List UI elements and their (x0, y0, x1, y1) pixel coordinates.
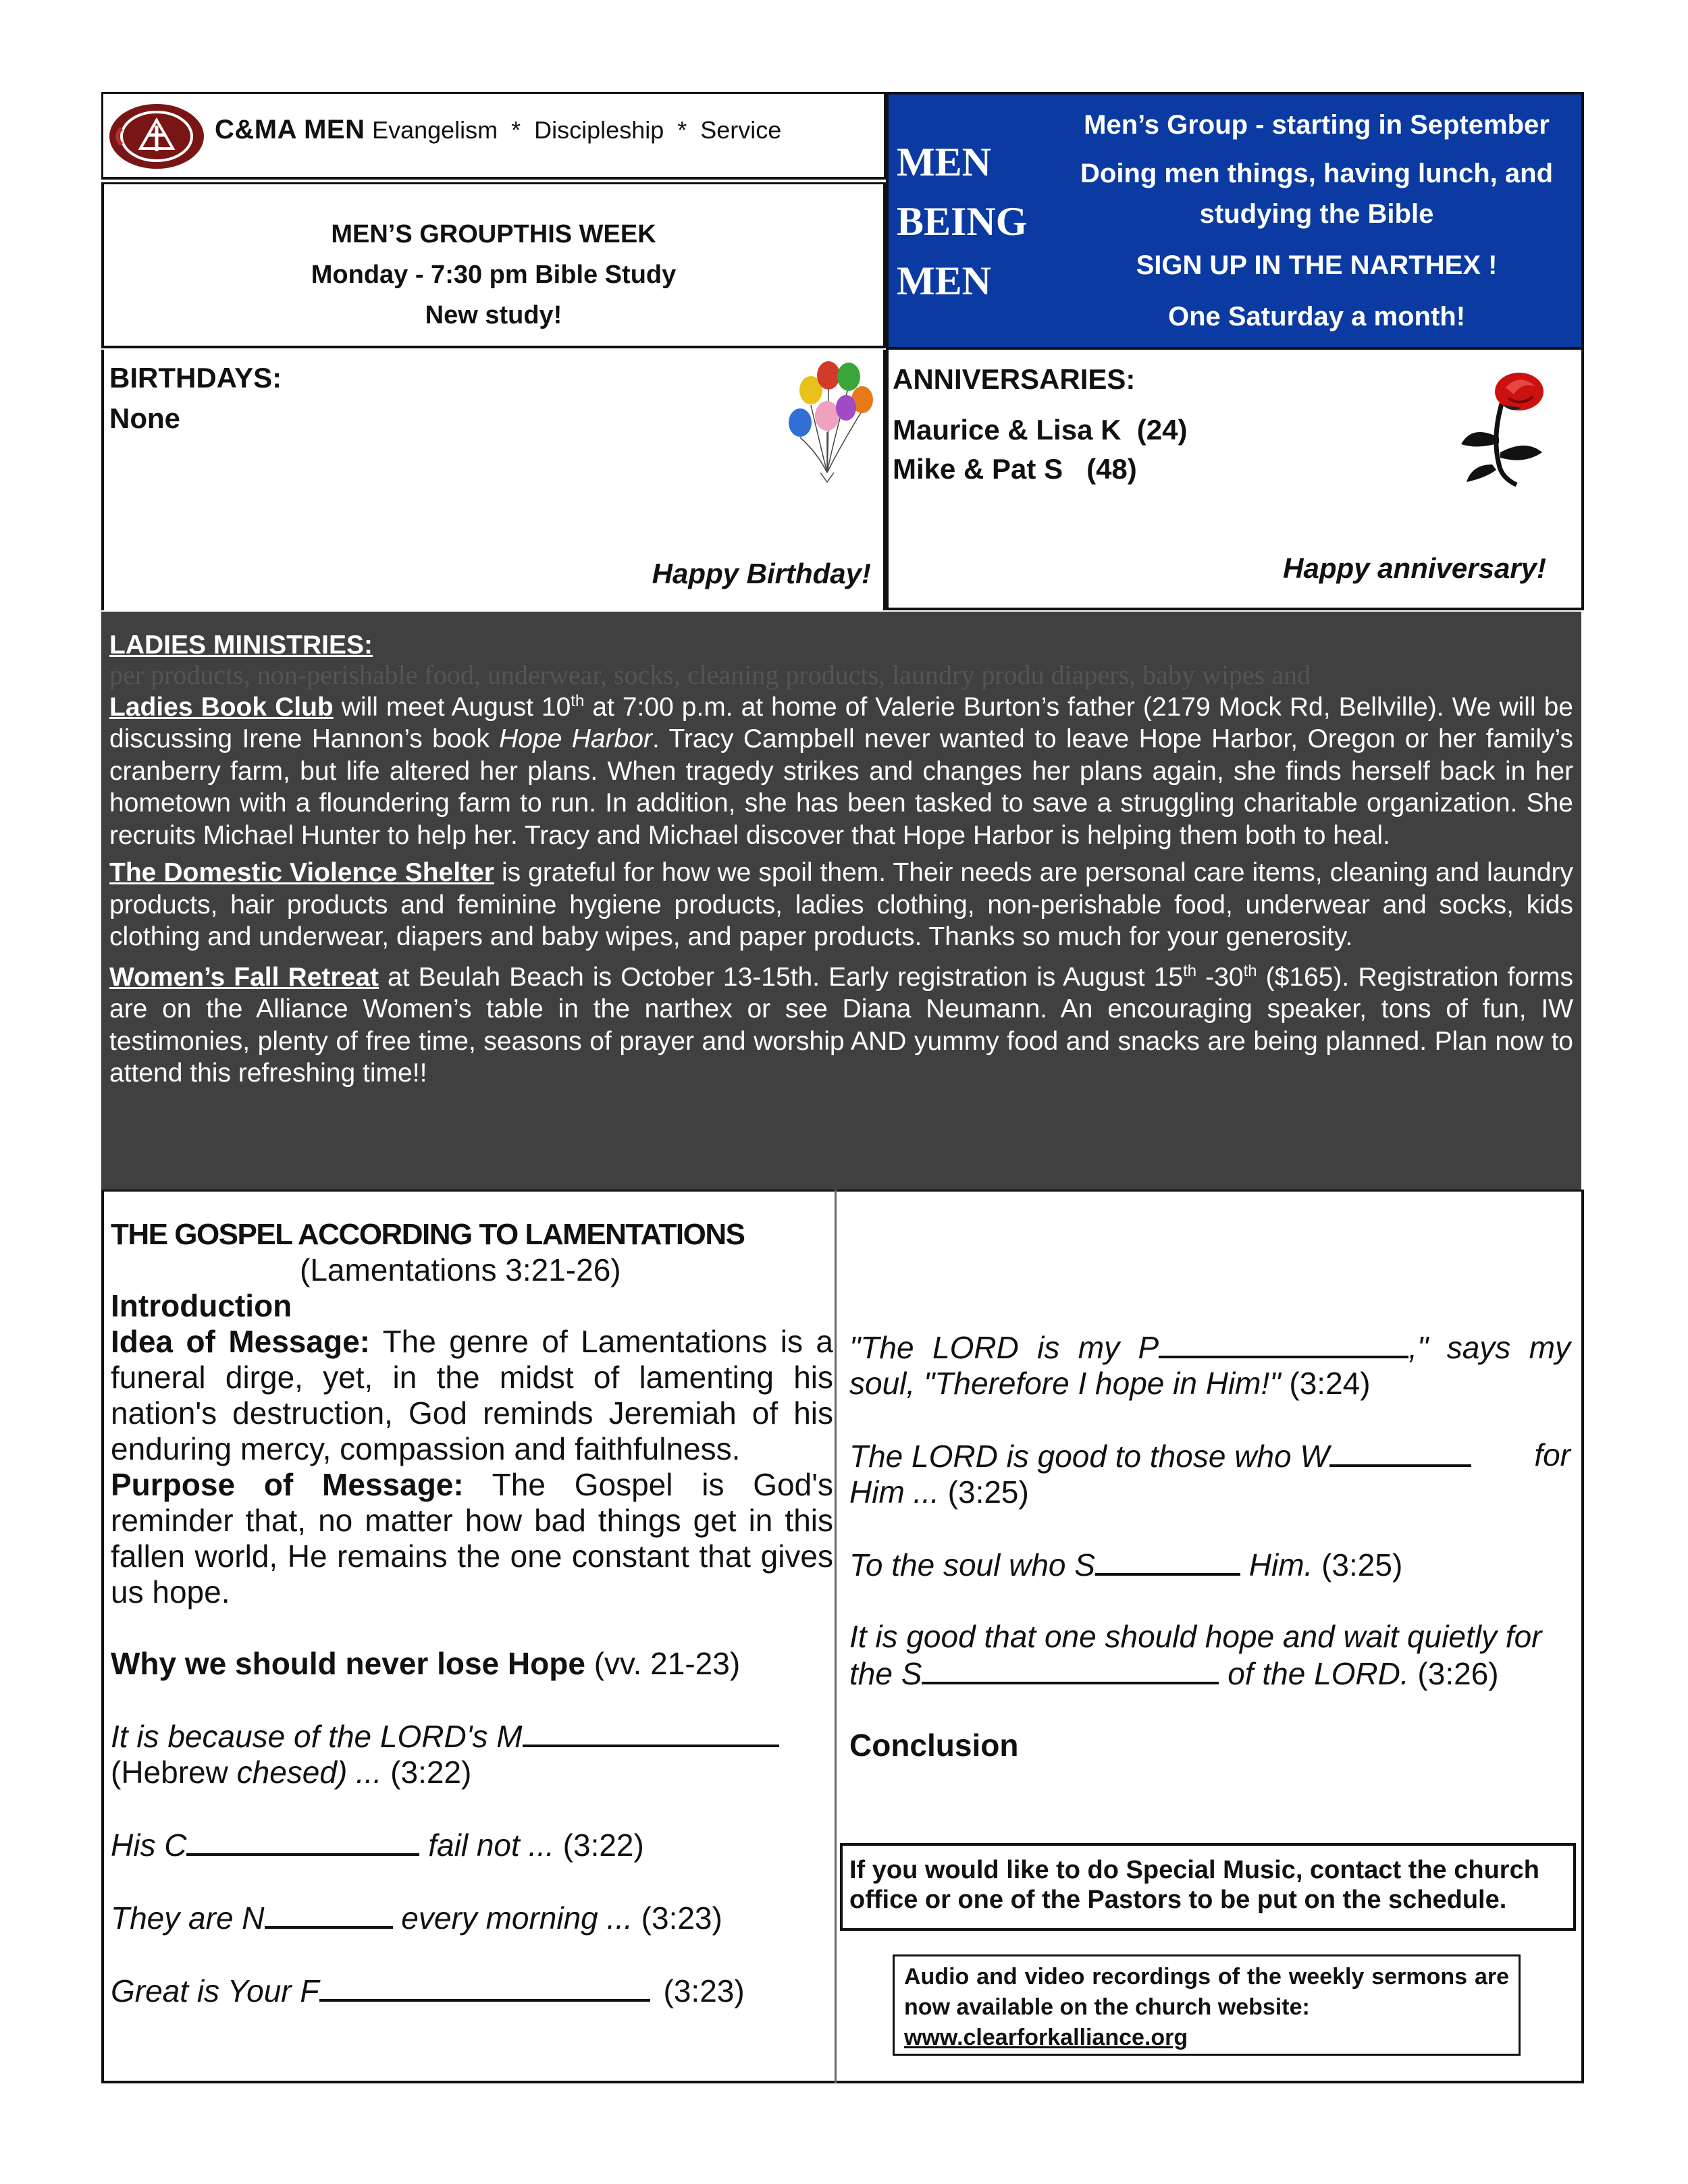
men-being-men-title (897, 132, 1027, 311)
fill-in-blank[interactable] (1159, 1329, 1408, 1358)
recordings-text: Audio and video recordings of the weekly sermons are now available on the church website: (904, 1964, 1509, 2020)
fill-in-ref: (3:24) (1280, 1366, 1371, 1401)
sermon-title: THE GOSPEL ACCORDING TO LAMENTATIONS (111, 1218, 745, 1251)
why-heading (111, 1646, 833, 1682)
fill-in-ref: (3:26) (1408, 1656, 1499, 1691)
fill-in-ref: (3:25) (1313, 1547, 1403, 1582)
gospel-right-column (849, 1329, 1571, 1763)
fill-in-text: To the soul who S (849, 1547, 1095, 1582)
fill-in-text: fail not ... (419, 1828, 554, 1863)
birthdays-title: BIRTHDAYS: (109, 362, 282, 394)
fill-in-ref: (3:22) (381, 1755, 472, 1790)
org-tagline: Evangelism * Discipleship * Service (372, 116, 782, 144)
fill-in-text: His C (111, 1828, 187, 1863)
ladies-title: LADIES MINISTRIES: (109, 631, 373, 660)
mbm-line: Men’s Group - starting in September (1084, 110, 1550, 140)
fill-in-text: for (1534, 1437, 1571, 1472)
introduction-heading: Introduction (111, 1288, 292, 1323)
shelter-label: The Domestic Violence Shelter (109, 858, 494, 887)
fill-in-line-1 (111, 1717, 833, 1790)
retreat-sup: th (1183, 961, 1197, 980)
book-club-paragraph (109, 691, 1573, 852)
fill-in-blank[interactable] (319, 1972, 650, 2002)
fill-in-ref: (3:23) (632, 1900, 722, 1936)
book-club-text: . Tracy Campbell never wanted to leave Hope Harbor, Oregon or her family’s cranberry farm, but life altered her plans. When tragedy strikes and changes her plans again, she finds herself back in her hometown with a floundering farm to run. In addition, she has been tasked to save a struggling charitable organization. She recruits Michael Hunter to help her. Tracy and Michael discover that Hope Harbor is helping them both to heal. (109, 724, 1573, 850)
fill-in-text: of the LORD. (1219, 1656, 1409, 1691)
mens-group-this-week (101, 182, 886, 348)
fill-in-line-4 (111, 1972, 833, 2009)
retreat-paragraph (109, 961, 1573, 1090)
fill-in-text: Great is Your F (111, 1973, 319, 2008)
why-label: Why we should never lose Hope (111, 1646, 585, 1681)
fill-in-text: Him. (1240, 1547, 1313, 1582)
retreat-label: Women’s Fall Retreat (109, 962, 379, 992)
recordings-notice (893, 1954, 1521, 2056)
mbm-line: One Saturday a month! (1167, 302, 1466, 331)
fill-in-text: They are N (111, 1900, 265, 1936)
fill-in-blank[interactable] (523, 1717, 779, 1747)
why-ref: (vv. 21-23) (585, 1646, 741, 1681)
fill-in-text: chesed) ... (236, 1755, 382, 1790)
fill-in-blank[interactable] (265, 1899, 393, 1929)
anniversaries-list (893, 410, 1187, 489)
fill-in-text: (Hebrew (111, 1755, 237, 1790)
fill-in-ref: (3:23) (663, 1973, 745, 2008)
ladies-ministries-section (101, 612, 1581, 1190)
fill-in-text: The LORD is good to those who W (849, 1439, 1329, 1474)
mens-week-heading: MEN’S GROUPTHIS WEEK (331, 220, 656, 248)
idea-of-message (111, 1324, 833, 1467)
book-title: Hope Harbor (499, 724, 652, 753)
fill-in-text: every morning ... (392, 1900, 633, 1936)
mbm-line: Doing men things, having lunch, and (1080, 159, 1553, 188)
special-music-notice: If you would like to do Special Music, contact the church office or one of the Pastors to be put on the schedule. (840, 1843, 1576, 1931)
idea-label: Idea of Message: (111, 1324, 370, 1359)
gospel-column-divider (835, 1190, 837, 2083)
fill-in-line-7 (849, 1546, 1571, 1583)
mbm-line: SIGN UP IN THE NARTHEX ! (1136, 250, 1498, 280)
cma-logo-icon (107, 101, 207, 171)
church-website-link[interactable]: www.clearforkalliance.org (904, 2025, 1188, 2050)
fill-in-line-2 (111, 1826, 833, 1863)
org-name: C&MA MEN (215, 115, 365, 144)
fill-in-line-8 (849, 1619, 1571, 1692)
idea-text: The genre of Lamentations is a funeral dirge, yet, in the midst of lamenting his nation's destruction, God reminds Jeremiah of his enduring mercy, compassion and faithfulness. (111, 1324, 833, 1466)
birthdays-entries: None (109, 402, 180, 434)
cma-title (215, 115, 781, 145)
sermon-reference: (Lamentations 3:21-26) (300, 1252, 621, 1287)
purpose-label: Purpose of Message: (111, 1467, 464, 1502)
fill-in-line-3 (111, 1899, 833, 1936)
purpose-of-message (111, 1467, 833, 1610)
purpose-text: The Gospel is God's reminder that, no matter how bad things get in this fallen world, He remains the one constant that gives us hope. (111, 1467, 833, 1609)
retreat-text: -30 (1196, 962, 1244, 992)
retreat-text: ($165). Registration forms are on the Alliance Women’s table in the narthex or see Diana Neumann. An encouraging speaker, tons of fun, IW testimonies, plenty of free time, seasons of prayer and worship AND yummy food and snacks are being planned. Plan now to attend this refreshing time!! (109, 962, 1574, 1088)
book-club-text: will meet August 10 (333, 692, 571, 722)
mbm-title-line: MEN (897, 259, 991, 303)
gospel-left-column (111, 1217, 833, 2009)
fill-in-text: ," says my soul, "Therefore I hope in Him!" (849, 1330, 1571, 1401)
anniversary-entry: Mike & Pat S (48) (893, 453, 1137, 485)
anniversaries-title: ANNIVERSARIES: (893, 363, 1136, 395)
men-being-men-details (1053, 101, 1580, 340)
retreat-text: at Beulah Beach is October 13-15th. Early registration is August 15 (378, 962, 1184, 992)
anniversary-entry: Maurice & Lisa K (24) (893, 414, 1188, 446)
fill-in-ref: (3:22) (554, 1828, 644, 1863)
conclusion-heading: Conclusion (849, 1728, 1019, 1763)
mbm-title-line: BEING (897, 199, 1028, 244)
book-club-sup: th (571, 691, 585, 710)
balloons-icon (787, 358, 874, 493)
anniversaries-closing: Happy anniversary! (1283, 552, 1546, 584)
birthdays-closing: Happy Birthday! (652, 558, 871, 589)
book-club-text: at 7:00 p.m. at home of Valerie Burton’s father (2179 Mock Rd, Bellville). We will be discussing Irene Hannon’s book (109, 692, 1573, 753)
fill-in-text: It is good that one should hope and wait quietly for the S (849, 1619, 1542, 1691)
mbm-title-line: MEN (897, 140, 991, 184)
fill-in-line-5 (849, 1329, 1571, 1402)
fill-in-blank[interactable] (186, 1826, 419, 1856)
fill-in-ref: (3:25) (939, 1474, 1029, 1510)
fill-in-text: It is because of the LORD's M (111, 1719, 523, 1754)
ladies-ghost-text: per products, non-perishable food, underwear, socks, cleaning products, laundry produ diapers, baby wipes and (109, 661, 1311, 690)
rose-icon (1452, 363, 1553, 491)
mens-week-note: New study! (425, 301, 562, 329)
fill-in-blank[interactable] (1329, 1437, 1471, 1467)
shelter-paragraph (109, 857, 1573, 953)
shelter-text: is grateful for how we spoil them. Their needs are personal care items, cleaning and laundry products, hair products and feminine hygiene products, ladies clothing, non-perishable food, underwear and socks, kids clothing and underwear, diapers and baby wipes, and paper products. Thanks so much for your generosity. (109, 858, 1574, 951)
fill-in-text: Him ... (849, 1474, 939, 1510)
fill-in-line-6 (849, 1437, 1571, 1510)
fill-in-blank[interactable] (1095, 1546, 1240, 1576)
fill-in-text: "The LORD is my P (849, 1330, 1159, 1365)
fill-in-blank[interactable] (922, 1655, 1219, 1684)
mens-week-schedule: Monday - 7:30 pm Bible Study (311, 261, 677, 289)
retreat-sup: th (1243, 961, 1257, 980)
mbm-line: studying the Bible (1199, 199, 1434, 229)
book-club-label: Ladies Book Club (109, 692, 334, 722)
